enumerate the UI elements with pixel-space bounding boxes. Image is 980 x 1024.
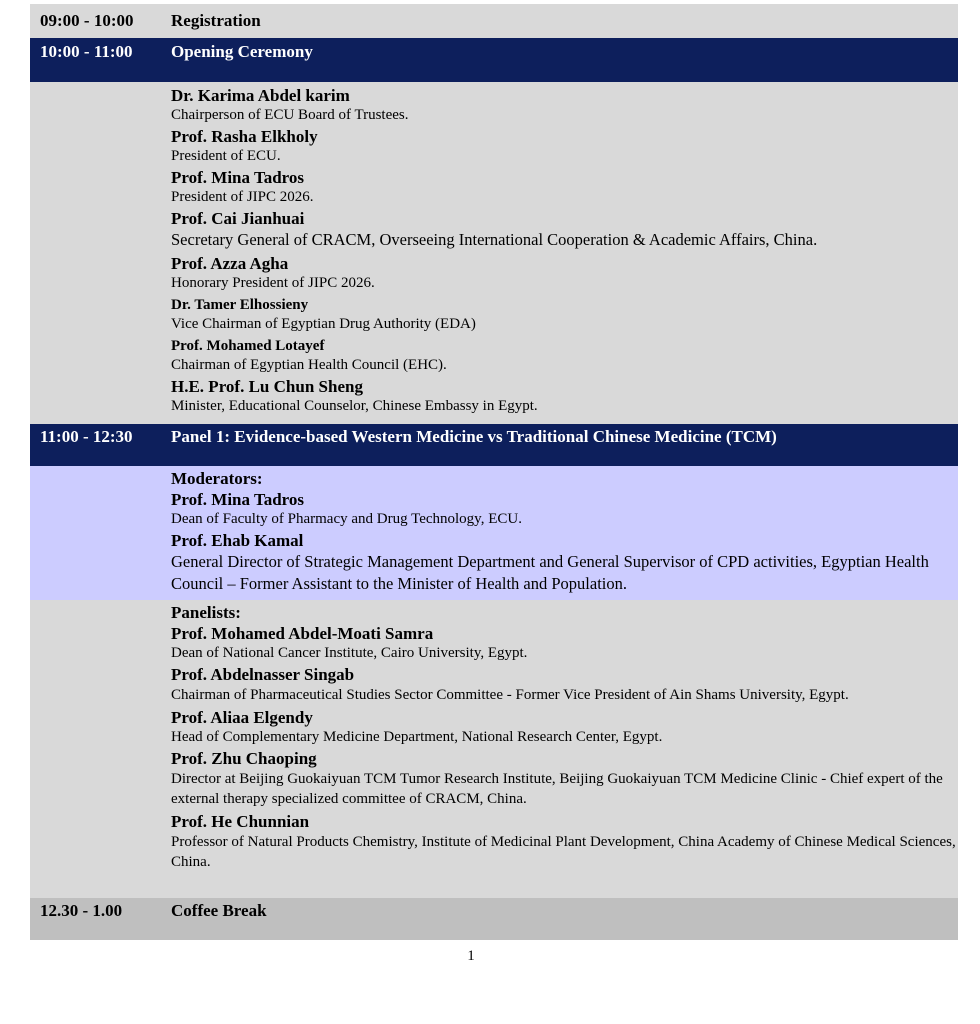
opening-ceremony-title: Opening Ceremony [171,42,313,61]
panelist-name: Prof. Abdelnasser Singab [171,665,355,684]
speaker-name: Prof. Mina Tadros [171,168,305,187]
panel-1-time: 11:00 - 12:30 [40,427,133,446]
speaker-role: Chairman of Egyptian Health Council (EHC). [171,357,447,373]
speaker-name: Prof. Rasha Elkholy [171,127,318,146]
opening-speakers-list [167,83,958,424]
panelist-role: Dean of National Cancer Institute, Cairo University, Egypt. [171,645,528,661]
panel-1-row [30,424,958,466]
panelists-row [30,600,958,898]
registration-title: Registration [171,11,261,30]
speaker-role: Vice Chairman of Egyptian Drug Authority (EDA) [171,316,476,332]
moderators-list [167,469,958,600]
opening-speakers-row [30,82,958,424]
panelist-role: Chairman of Pharmaceutical Studies Sector Committee - Former Vice President of Ain Shams University, Egypt. [171,687,849,703]
panelist-name: Prof. Zhu Chaoping [171,749,317,768]
opening-ceremony-row [30,38,958,82]
panelist-name: Prof. Aliaa Elgendy [171,708,313,727]
coffee-break-title: Coffee Break [171,901,267,920]
speaker-role: President of ECU. [171,148,281,164]
page-number: 1 [467,948,475,964]
speaker-name: Prof. Mohamed Lotayef [171,338,325,354]
moderator-name: Prof. Mina Tadros [171,490,305,509]
speaker-name: Dr. Tamer Elhossieny [171,297,309,313]
panelist-name: Prof. Mohamed Abdel-Moati Samra [171,624,434,643]
moderator-role: General Director of Strategic Management Department and General Supervisor of CPD activities, Egyptian Health Council – Former Assistant to the Minister of Health and Population. [171,552,929,593]
panel-1-title: Panel 1: Evidence-based Western Medicine vs Traditional Chinese Medicine (TCM) [171,427,777,446]
panelist-name: Prof. He Chunnian [171,812,310,831]
coffee-break-time: 12.30 - 1.00 [40,901,123,920]
speaker-role: Minister, Educational Counselor, Chinese Embassy in Egypt. [171,398,538,414]
registration-row [30,4,958,38]
speaker-name: H.E. Prof. Lu Chun Sheng [171,377,363,396]
speaker-role: Secretary General of CRACM, Overseeing International Cooperation & Academic Affairs, China. [171,230,818,249]
agenda-table [30,4,958,940]
moderators-label: Moderators: [171,469,263,488]
speaker-name: Prof. Azza Agha [171,254,289,273]
panelist-role: Head of Complementary Medicine Department, National Research Center, Egypt. [171,729,663,745]
panelist-role: Professor of Natural Products Chemistry, Institute of Medicinal Plant Development, China Academy of Chinese Medical Sciences, China. [171,834,956,870]
moderators-row [30,466,958,600]
panelists-list [167,603,958,898]
speaker-role: Honorary President of JIPC 2026. [171,275,375,291]
speaker-name: Prof. Cai Jianhuai [171,209,305,228]
panelists-label: Panelists: [171,603,241,622]
panelist-role: Director at Beijing Guokaiyuan TCM Tumor Research Institute, Beijing Guokaiyuan TCM Medicine Clinic - Chief expert of the external therapy specialized committee of CRACM, China. [171,771,943,807]
registration-time: 09:00 - 10:00 [40,11,134,30]
moderator-role: Dean of Faculty of Pharmacy and Drug Technology, ECU. [171,511,522,527]
speaker-role: Chairperson of ECU Board of Trustees. [171,107,409,123]
moderator-name: Prof. Ehab Kamal [171,531,304,550]
speaker-role: President of JIPC 2026. [171,189,314,205]
coffee-break-row [30,898,958,940]
opening-ceremony-time: 10:00 - 11:00 [40,42,133,61]
speaker-name: Dr. Karima Abdel karim [171,86,350,105]
